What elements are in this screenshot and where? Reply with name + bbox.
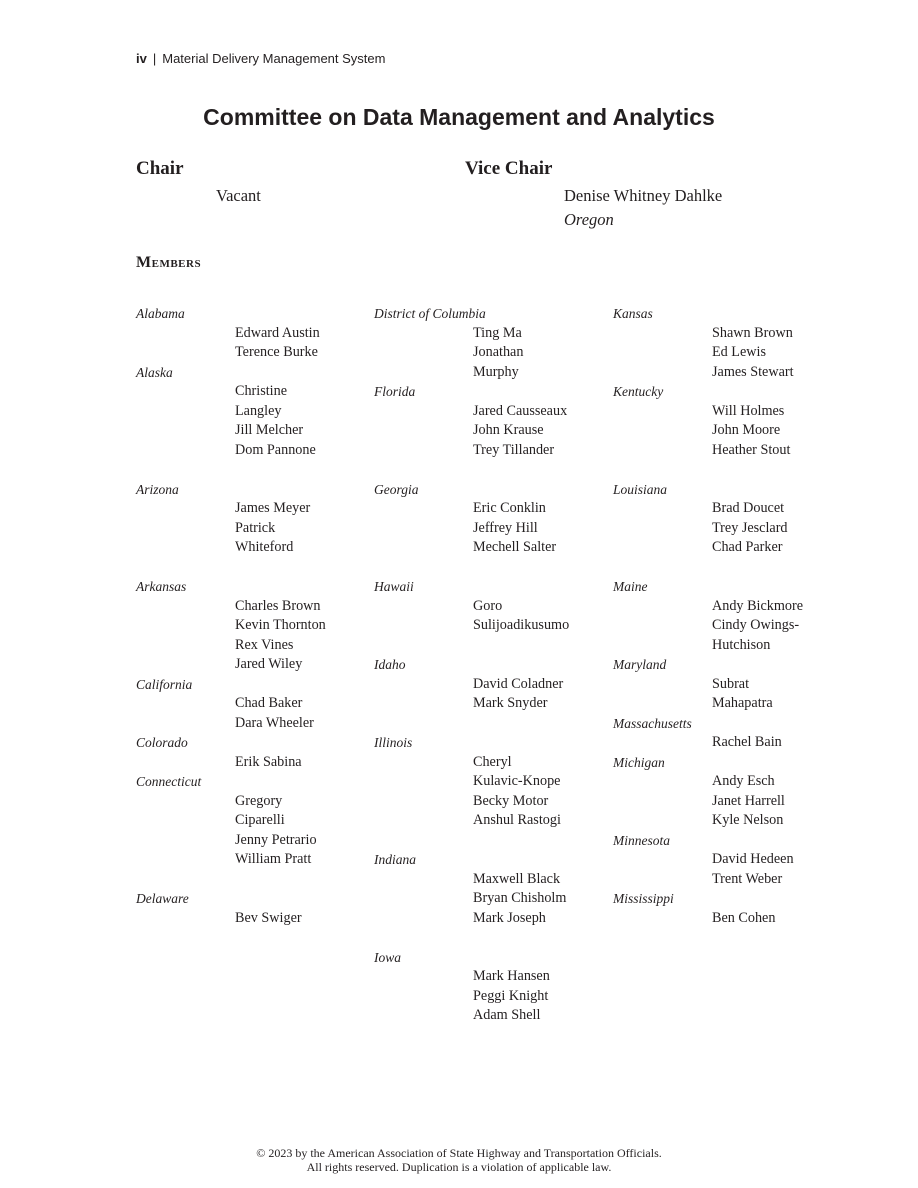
- members-column-1: [136, 304, 366, 928]
- state-group: [136, 772, 366, 870]
- state-group: [613, 382, 843, 460]
- column-spacer: [374, 558, 604, 578]
- state-group: [613, 577, 843, 655]
- member-name: Erik Sabina: [235, 753, 302, 770]
- column-spacer: [374, 636, 604, 656]
- member-name: Subrat: [712, 675, 750, 692]
- member-name: Ting Ma: [473, 324, 522, 341]
- member-name: Maxwell Black: [473, 870, 561, 887]
- state-group: [374, 733, 604, 831]
- member-name: Dom Pannone: [235, 441, 316, 458]
- state-group: [613, 831, 843, 890]
- member-name: Mechell Salter: [473, 539, 557, 555]
- vice-chair-name: Denise Whitney Dahlke: [564, 186, 723, 205]
- member-name: Langley: [235, 402, 282, 419]
- column-spacer: [613, 558, 843, 578]
- members-column-3: [613, 304, 843, 928]
- copyright-footer: [0, 1146, 918, 1174]
- member-name: Jared Wiley: [235, 656, 303, 672]
- column-spacer: [613, 460, 843, 480]
- state-name: Connecticut: [136, 774, 202, 789]
- state-name: Massachusetts: [613, 715, 692, 731]
- state-group: [136, 363, 366, 461]
- member-name: Bev Swiger: [235, 909, 302, 926]
- page-title: Committee on Data Management and Analytics: [203, 104, 715, 130]
- state-name: Mississippi: [613, 891, 674, 906]
- state-name: Indiana: [374, 852, 416, 867]
- column-spacer: [374, 928, 604, 948]
- member-name: Adam Shell: [473, 1007, 541, 1023]
- member-name: Kyle Nelson: [712, 812, 784, 828]
- member-name: Peggi Knight: [473, 987, 549, 1004]
- column-spacer: [374, 460, 604, 480]
- member-name: David Hedeen: [712, 851, 794, 867]
- header-doc-title: Material Delivery Management System: [162, 51, 386, 66]
- member-name: Mark Hansen: [473, 968, 550, 984]
- member-name: Christine: [235, 383, 288, 399]
- member-name: Janet Harrell: [712, 792, 785, 809]
- member-name: Trent Weber: [712, 870, 783, 887]
- member-name: Brad Doucet: [712, 500, 785, 516]
- member-name: Cindy Owings-: [712, 617, 800, 633]
- member-name: Whiteford: [235, 539, 294, 555]
- member-name: Ed Lewis: [712, 344, 766, 360]
- state-name: Arkansas: [136, 579, 187, 594]
- state-name: Idaho: [374, 657, 406, 672]
- member-name: John Moore: [712, 422, 781, 438]
- state-group: [613, 753, 843, 831]
- member-name: Trey Tillander: [473, 441, 555, 458]
- state-name: District of Columbia: [374, 306, 486, 321]
- member-name: Terence Burke: [235, 344, 318, 360]
- member-name: William Pratt: [235, 851, 312, 867]
- member-name: James Stewart: [712, 363, 794, 380]
- state-group: [136, 304, 366, 363]
- member-name: Kevin Thornton: [235, 617, 326, 633]
- member-name: Eric Conklin: [473, 500, 546, 516]
- vice-chair-state: Oregon: [564, 210, 614, 229]
- state-name: Alaska: [136, 364, 173, 380]
- member-name: Gregory: [235, 792, 283, 809]
- state-name: Michigan: [613, 754, 665, 770]
- state-name: Kansas: [613, 306, 653, 321]
- member-name: Hutchison: [712, 636, 771, 653]
- state-group: [374, 382, 604, 460]
- chair-name: Vacant: [216, 186, 261, 205]
- state-name: Maine: [613, 579, 648, 594]
- member-name: Cheryl: [473, 753, 512, 770]
- header-separator: |: [152, 51, 157, 66]
- state-group: [136, 480, 366, 558]
- members-column-2: [374, 304, 604, 1026]
- member-name: David Coladner: [473, 675, 564, 692]
- state-group: [374, 480, 604, 558]
- footer-line-2: All rights reserved. Duplication is a violation of applicable law.: [306, 1160, 612, 1174]
- state-name: Alabama: [136, 306, 185, 321]
- member-name: Shawn Brown: [712, 324, 793, 341]
- state-name: California: [136, 676, 193, 692]
- state-name: Minnesota: [613, 832, 670, 848]
- member-name: Andy Bickmore: [712, 597, 804, 614]
- state-name: Maryland: [613, 657, 667, 672]
- member-name: Andy Esch: [712, 773, 775, 789]
- members-heading: Members: [136, 254, 202, 271]
- member-name: Jared Causseaux: [473, 402, 568, 419]
- member-name: Jonathan: [473, 344, 524, 360]
- member-name: James Meyer: [235, 500, 311, 516]
- vice-chair-label: Vice Chair: [465, 158, 553, 179]
- state-group: [374, 948, 604, 1026]
- member-name: Bryan Chisholm: [473, 890, 567, 906]
- member-name: Trey Jesclard: [712, 519, 788, 536]
- member-name: Mahapatra: [712, 695, 773, 711]
- member-name: Heather Stout: [712, 441, 791, 458]
- state-name: Delaware: [136, 891, 189, 906]
- column-spacer: [136, 870, 366, 890]
- state-group: [613, 714, 843, 753]
- footer-line-1: © 2023 by the American Association of State Highway and Transportation Officials.: [256, 1146, 662, 1160]
- member-name: Rachel Bain: [712, 734, 782, 750]
- state-name: Hawaii: [374, 579, 414, 594]
- state-name: Florida: [374, 384, 416, 399]
- state-group: [374, 577, 604, 636]
- state-group: [613, 655, 843, 714]
- state-name: Louisiana: [613, 481, 668, 497]
- member-name: Sulijoadikusumo: [473, 617, 570, 633]
- member-name: Goro: [473, 597, 503, 614]
- state-name: Arizona: [136, 481, 179, 497]
- member-name: Chad Baker: [235, 695, 303, 711]
- member-name: Murphy: [473, 363, 519, 380]
- column-spacer: [136, 460, 366, 480]
- state-group: [613, 304, 843, 382]
- state-group: [136, 889, 366, 928]
- member-name: Dara Wheeler: [235, 714, 314, 731]
- chair-label: Chair: [136, 158, 184, 179]
- member-name: Will Holmes: [712, 402, 785, 419]
- state-group: [136, 675, 366, 734]
- state-group: [613, 480, 843, 558]
- member-name: Mark Joseph: [473, 909, 546, 926]
- member-name: Kulavic-Knope: [473, 773, 561, 789]
- member-name: Edward Austin: [235, 324, 320, 341]
- member-name: Patrick: [235, 519, 276, 536]
- member-name: John Krause: [473, 422, 544, 438]
- member-name: Ben Cohen: [712, 909, 776, 926]
- state-group: [374, 655, 604, 714]
- state-name: Illinois: [374, 735, 413, 750]
- member-name: Jill Melcher: [235, 422, 304, 438]
- column-spacer: [374, 831, 604, 851]
- state-group: [613, 889, 843, 928]
- state-name: Kentucky: [613, 384, 664, 399]
- state-name: Iowa: [374, 949, 401, 965]
- page-number: iv: [136, 51, 147, 66]
- state-group: [136, 577, 366, 675]
- running-header: [136, 51, 385, 66]
- member-name: Mark Snyder: [473, 695, 548, 711]
- state-group: [374, 850, 604, 928]
- state-name: Georgia: [374, 481, 419, 497]
- member-name: Ciparelli: [235, 812, 285, 828]
- column-spacer: [136, 558, 366, 578]
- member-name: Anshul Rastogi: [473, 812, 561, 828]
- member-name: Chad Parker: [712, 539, 783, 555]
- column-spacer: [374, 714, 604, 734]
- member-name: Charles Brown: [235, 597, 321, 614]
- member-name: Rex Vines: [235, 636, 294, 653]
- state-group: [374, 304, 604, 382]
- state-group: [136, 733, 366, 772]
- state-name: Colorado: [136, 735, 188, 750]
- member-name: Jenny Petrario: [235, 831, 317, 848]
- member-name: Jeffrey Hill: [473, 519, 538, 536]
- member-name: Becky Motor: [473, 792, 549, 809]
